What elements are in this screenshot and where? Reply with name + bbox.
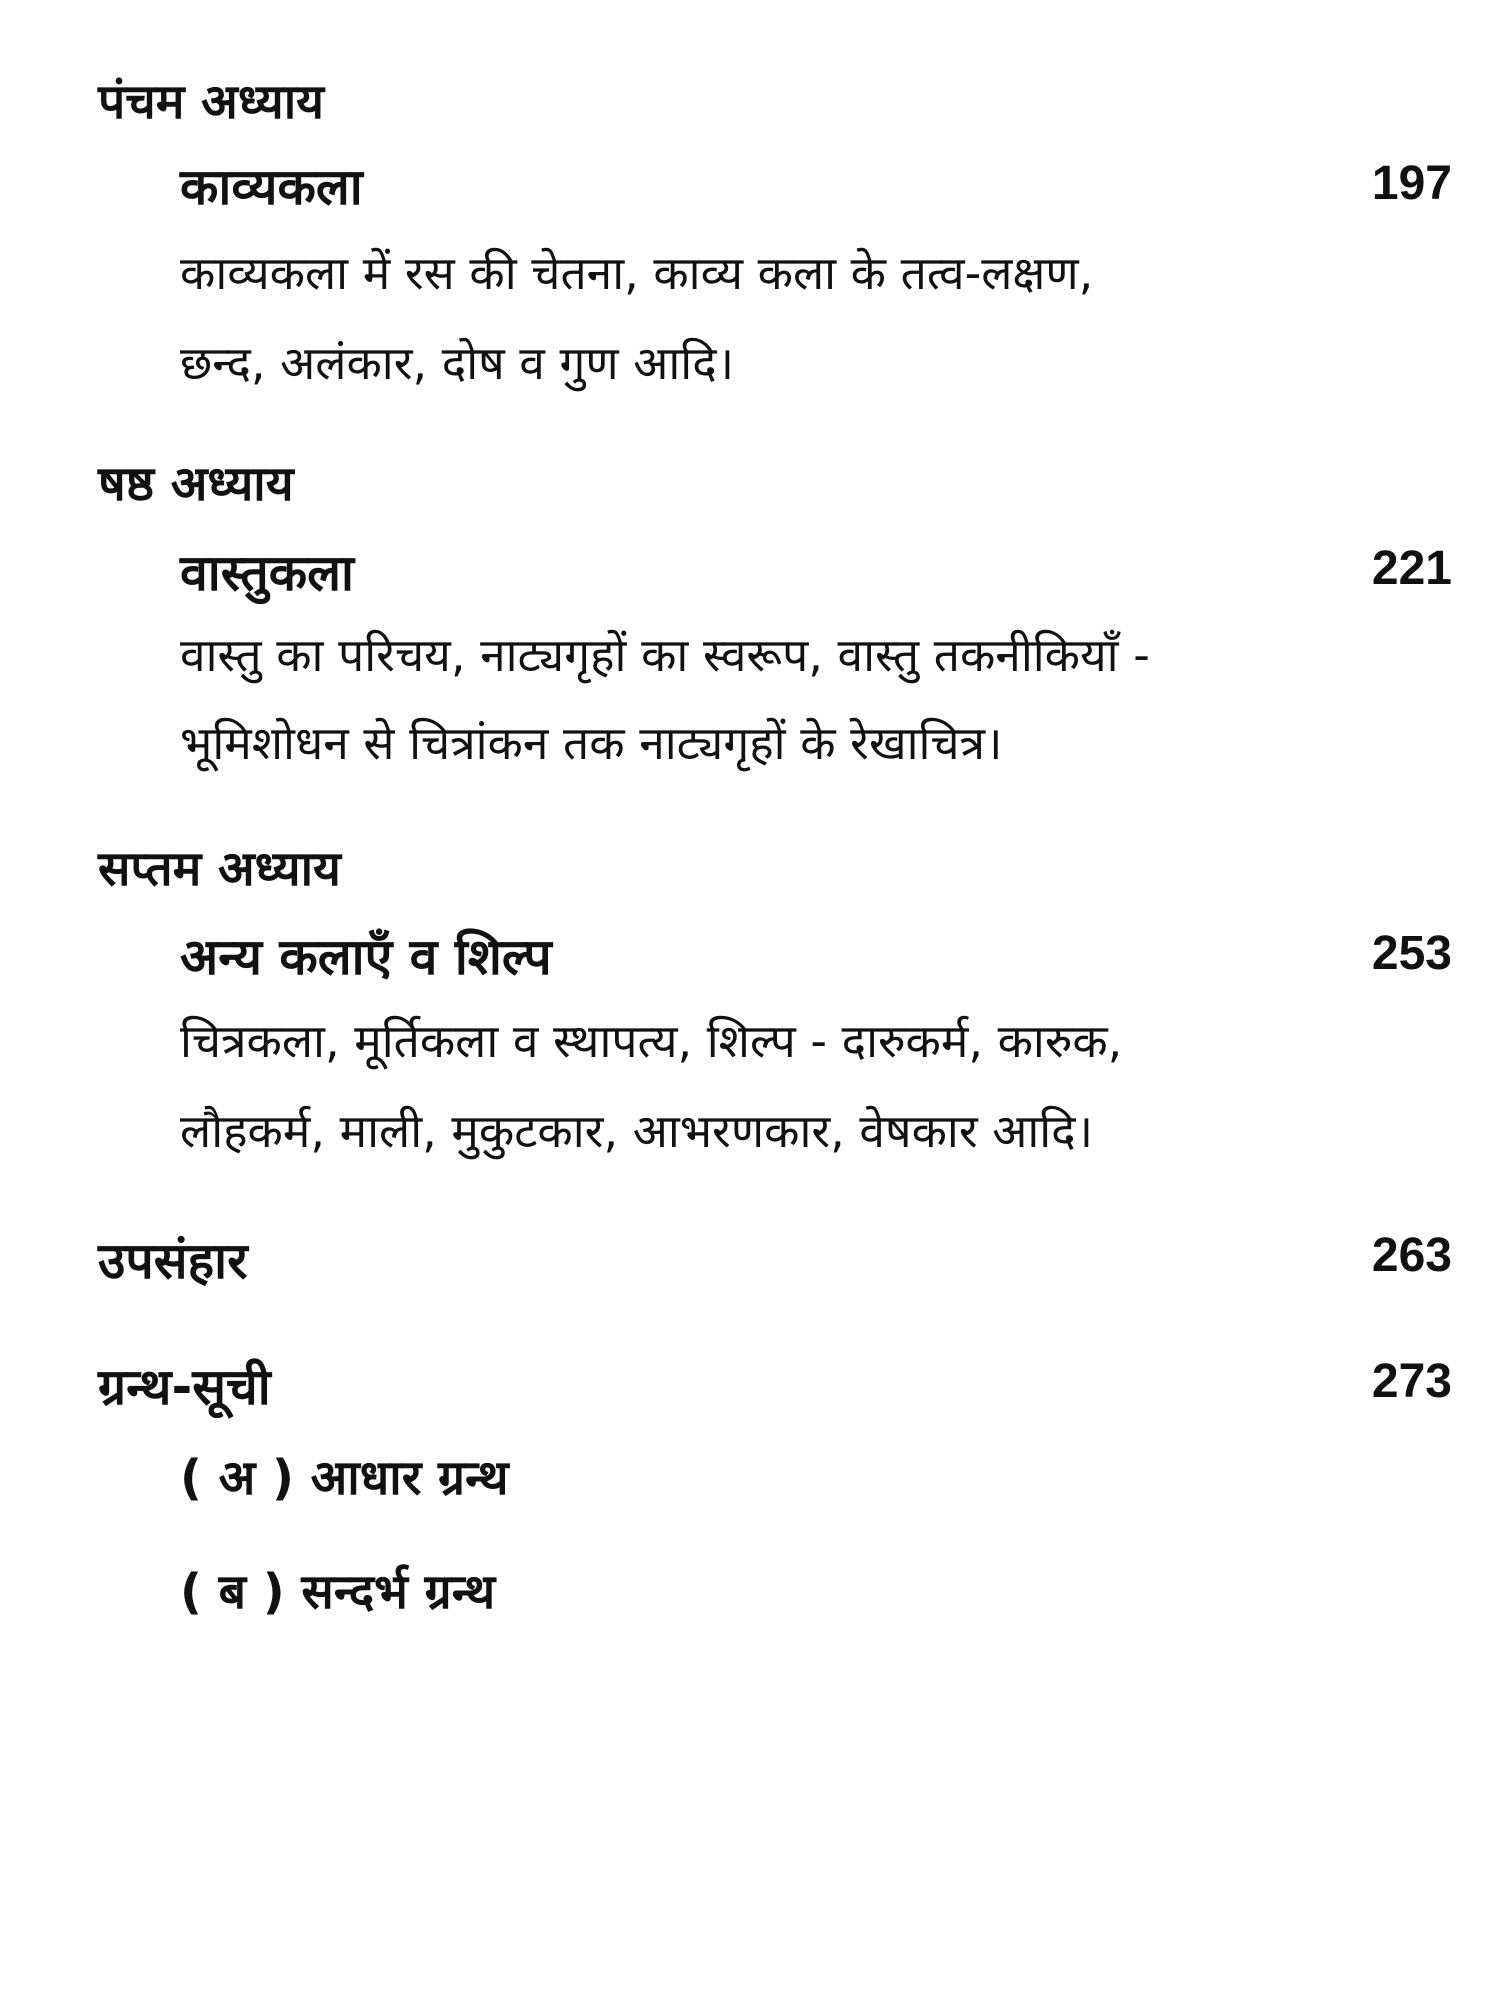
chapter-label-7: सप्तम अध्याय [98,841,341,897]
bibliography-item-a: ( अ ) आधार ग्रन्थ [180,1450,509,1506]
chapter-title-7: अन्य कलाएँ व शिल्प [180,928,552,986]
upsanhar-page-number: 263 [1371,1229,1452,1282]
chapter-title-6: वास्तुकला [180,544,354,602]
bibliography-title: ग्रन्थ-सूची [98,1358,271,1416]
upsanhar-title: उपसंहार [98,1232,248,1290]
chapter-label-6: षष्ठ अध्याय [98,456,294,512]
bibliography-item-b: ( ब ) सन्दर्भ ग्रन्थ [180,1564,496,1620]
bibliography-page-number: 273 [1371,1355,1452,1408]
chapter-desc-7-line-1: चित्रकला, मूर्तिकला व स्थापत्य, शिल्प - दारुकर्म, कारुक, [180,1014,1123,1068]
chapter-desc-5-line-2: छन्द, अलंकार, दोष व गुण आदि। [180,336,735,390]
chapter-desc-6-line-2: भूमिशोधन से चित्रांकन तक नाट्यगृहों के रेखाचित्र। [180,716,1003,770]
page-number-5: 197 [1371,157,1452,210]
page-number-7: 253 [1371,927,1452,980]
chapter-title-5: काव्यकला [180,158,363,216]
chapter-label-5: पंचम अध्याय [98,74,324,130]
page-number-6: 221 [1371,542,1452,595]
chapter-desc-7-line-2: लौहकर्म, माली, मुकुटकार, आभरणकार, वेषकार आदि। [180,1104,1094,1158]
chapter-desc-5-line-1: काव्यकला में रस की चेतना, काव्य कला के तत्व-लक्षण, [180,246,1094,300]
chapter-desc-6-line-1: वास्तु का परिचय, नाट्यगृहों का स्वरूप, वास्तु तकनीकियाँ - [180,628,1150,682]
